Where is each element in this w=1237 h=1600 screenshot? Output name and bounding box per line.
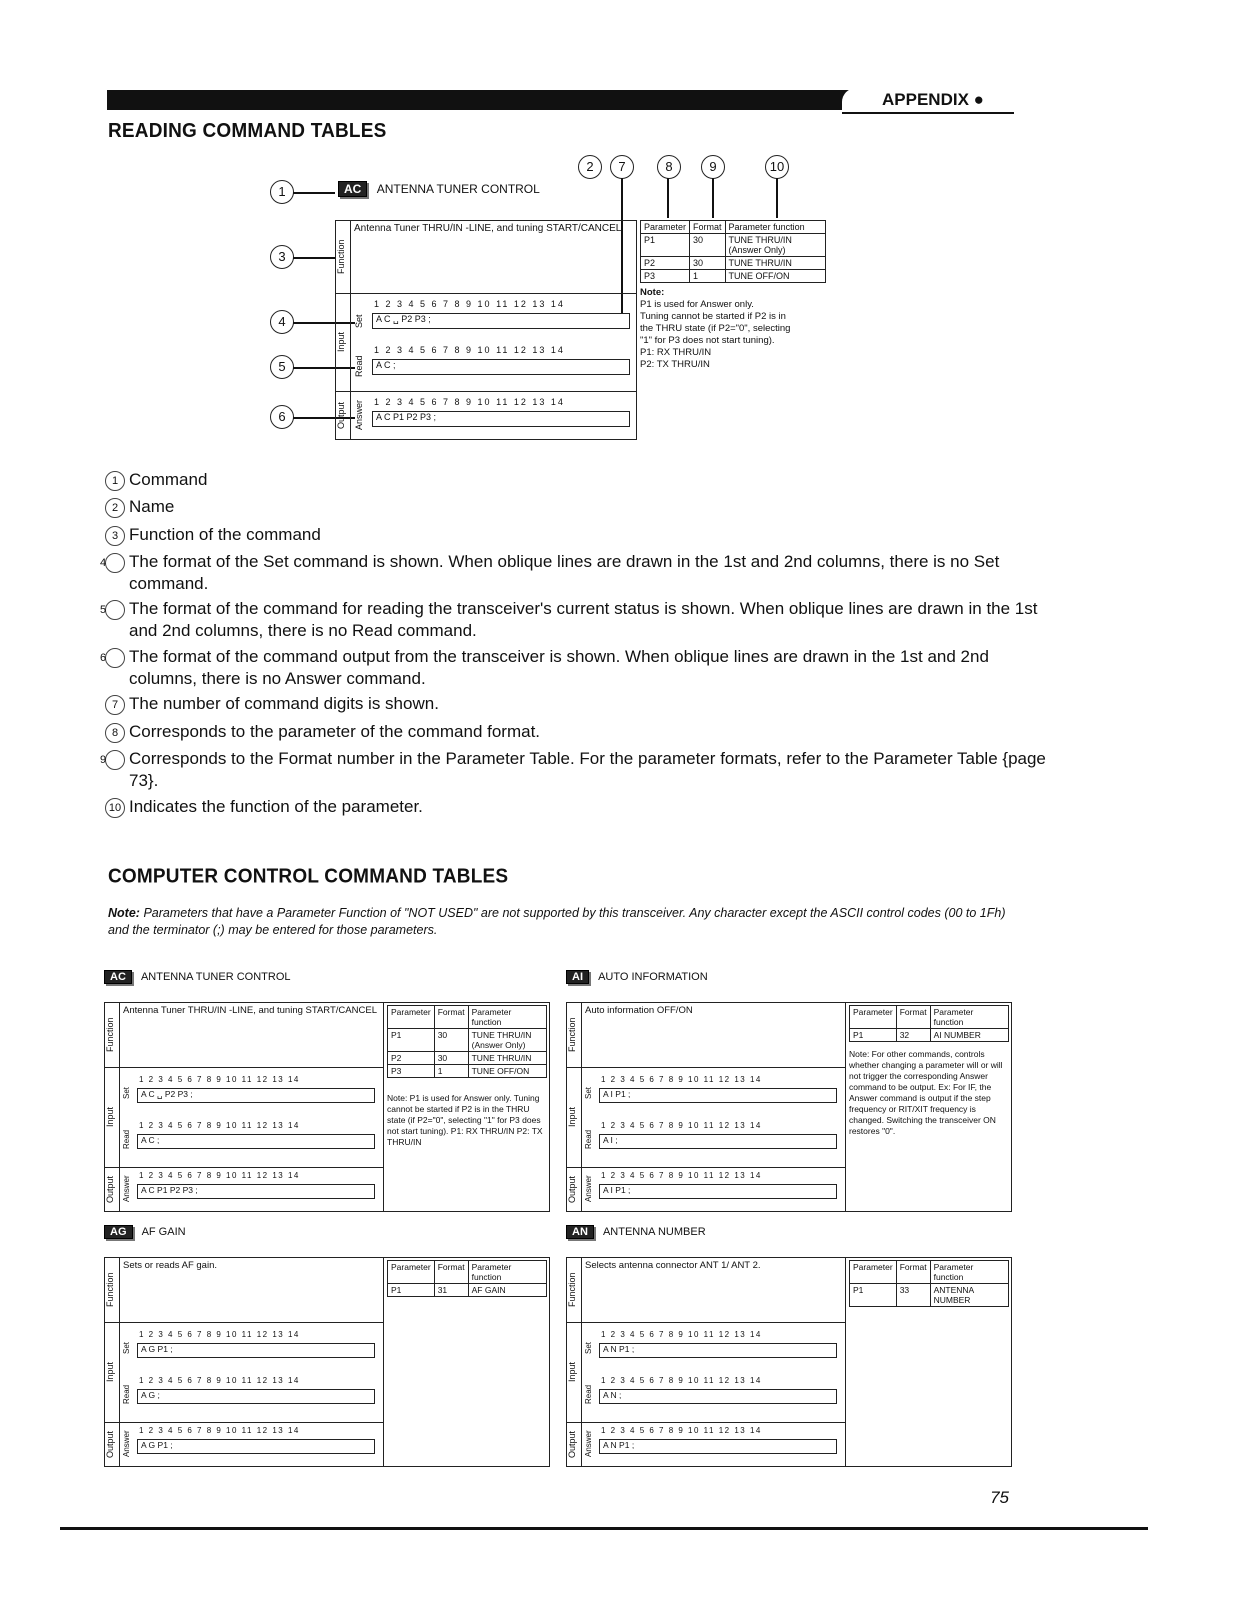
answer-digits: 1 2 3 4 5 6 7 8 9 10 11 12 13 14 xyxy=(139,1426,300,1435)
sample-set-format: A C ␣ P2 P3 ; xyxy=(372,313,630,329)
sample-note-title: Note: xyxy=(640,287,665,298)
read-label: Read xyxy=(584,1129,593,1149)
sample-answer-label: Answer xyxy=(354,400,364,431)
set-label: Set xyxy=(584,1087,593,1100)
read-digits: 1 2 3 4 5 6 7 8 9 10 11 12 13 14 xyxy=(601,1376,762,1385)
callout-1: 1 xyxy=(270,180,294,204)
answer-digits: 1 2 3 4 5 6 7 8 9 10 11 12 13 14 xyxy=(601,1171,762,1180)
set-label: Set xyxy=(584,1342,593,1355)
command-name: ANTENNA NUMBER xyxy=(602,1226,706,1238)
bottom-rule xyxy=(60,1527,1148,1530)
legend-item: 10 Indicates the function of the parameter. xyxy=(105,796,1025,818)
ph-function: Parameter function xyxy=(725,221,825,234)
callout-8: 8 xyxy=(657,155,681,179)
appendix-label: APPENDIX ● xyxy=(842,88,1014,114)
sample-answer-format: A C P1 P2 P3 ; xyxy=(372,411,630,427)
read-label: Read xyxy=(122,1129,131,1149)
command-function-text: Selects antenna connector ANT 1/ ANT 2. xyxy=(585,1260,761,1271)
command-table-ag xyxy=(104,1225,554,1470)
computer-note: Note: Parameters that have a Parameter Function of "NOT USED" are not supported by this transceiver. Any character except the ASCII control codes (00 to 1Fh) and the terminator (;) may be entered for those parameters. xyxy=(108,906,1006,937)
command-name: AF GAIN xyxy=(141,1226,186,1238)
command-function-text: Sets or reads AF gain. xyxy=(123,1260,217,1271)
sample-command-block xyxy=(335,220,637,440)
sample-output-label: Output xyxy=(336,401,346,429)
sample-set-label: Set xyxy=(354,314,364,328)
answer-format: A G P1 ; xyxy=(137,1439,375,1454)
answer-format: A I P1 ; xyxy=(599,1184,837,1199)
command-badge: AN xyxy=(566,1225,594,1239)
param-format: 1 xyxy=(690,270,726,283)
legend-item: 2 Name xyxy=(105,496,1025,518)
sample-read-format: A C ; xyxy=(372,359,630,375)
callout-7: 7 xyxy=(610,155,634,179)
reading-title: READING COMMAND TABLES xyxy=(108,120,387,143)
param-function: ANTENNA NUMBER xyxy=(930,1284,1008,1307)
sample-diagram xyxy=(260,155,840,445)
set-format: A N P1 ; xyxy=(599,1343,837,1358)
answer-label: Answer xyxy=(584,1175,593,1203)
param-function: TUNE OFF/ON xyxy=(725,270,825,283)
answer-digits: 1 2 3 4 5 6 7 8 9 10 11 12 13 14 xyxy=(139,1171,300,1180)
sample-param-table xyxy=(640,220,826,371)
param-function: TUNE THRU/IN xyxy=(725,257,825,270)
read-digits: 1 2 3 4 5 6 7 8 9 10 11 12 13 14 xyxy=(601,1121,762,1130)
command-name: AUTO INFORMATION xyxy=(598,971,708,983)
function-label: Function xyxy=(105,1272,115,1308)
ph-parameter: Parameter xyxy=(641,221,690,234)
param-format: 1 xyxy=(434,1065,468,1078)
ph-parameter: Parameter xyxy=(850,1006,897,1029)
output-label: Output xyxy=(105,1175,115,1203)
sample-note-line: "1" for P3 does not start tuning). xyxy=(640,335,775,346)
legend-item: 1 Command xyxy=(105,469,1025,491)
callout-9: 9 xyxy=(701,155,725,179)
input-label: Input xyxy=(567,1106,577,1128)
sample-note-line: P1: RX THRU/IN xyxy=(640,347,712,358)
param-name: P2 xyxy=(641,257,690,270)
ph-function: Parameter function xyxy=(468,1006,546,1029)
sample-note-line: Tuning cannot be started if P2 is in xyxy=(640,311,786,322)
read-format: A G ; xyxy=(137,1389,375,1404)
sample-note-line: the THRU state (if P2="0", selecting xyxy=(640,323,791,334)
callout-2: 2 xyxy=(578,155,602,179)
param-name: P1 xyxy=(388,1029,435,1052)
sample-input-label: Input xyxy=(336,331,346,353)
legend-item: 8 Corresponds to the parameter of the command format. xyxy=(105,721,1025,743)
answer-label: Answer xyxy=(584,1430,593,1458)
command-note: Note: P1 is used for Answer only. Tuning cannot be started if P2 is in the THRU state (if P2="0", selecting "1" for P3 does not start tuning). P1: RX THRU/IN P2: TX THRU/IN xyxy=(387,1093,543,1147)
input-label: Input xyxy=(567,1361,577,1383)
read-digits: 1 2 3 4 5 6 7 8 9 10 11 12 13 14 xyxy=(139,1376,300,1385)
legend-item: 3 Function of the command xyxy=(105,524,1025,546)
set-digits: 1 2 3 4 5 6 7 8 9 10 11 12 13 14 xyxy=(601,1075,762,1084)
param-format: 30 xyxy=(690,234,726,257)
set-format: A C ␣ P2 P3 ; xyxy=(137,1088,375,1103)
ph-format: Format xyxy=(434,1006,468,1029)
command-function-text: Auto information OFF/ON xyxy=(585,1005,693,1016)
set-label: Set xyxy=(122,1342,131,1355)
param-format: 30 xyxy=(690,257,726,270)
param-name: P1 xyxy=(850,1284,897,1307)
param-format: 31 xyxy=(434,1284,468,1297)
read-format: A N ; xyxy=(599,1389,837,1404)
command-table-an xyxy=(566,1225,1016,1470)
ph-format: Format xyxy=(896,1006,930,1029)
legend-item: 7 The number of command digits is shown. xyxy=(105,693,1025,715)
set-label: Set xyxy=(122,1087,131,1100)
answer-label: Answer xyxy=(122,1175,131,1203)
ph-function: Parameter function xyxy=(930,1261,1008,1284)
output-label: Output xyxy=(567,1430,577,1458)
legend-item: 6 The format of the command output from the transceiver is shown. When oblique lines are drawn in the 1st and 2nd columns, there is no Answer command. xyxy=(99,647,989,688)
ph-format: Format xyxy=(434,1261,468,1284)
sample-read-digits: 1 2 3 4 5 6 7 8 9 10 11 12 13 14 xyxy=(374,345,565,355)
param-function: AI NUMBER xyxy=(930,1029,1008,1042)
param-format: 30 xyxy=(434,1029,468,1052)
set-format: A I P1 ; xyxy=(599,1088,837,1103)
param-function: AF GAIN xyxy=(468,1284,546,1297)
command-badge: AG xyxy=(104,1225,133,1239)
read-label: Read xyxy=(584,1384,593,1404)
sample-name: ANTENNA TUNER CONTROL xyxy=(376,182,540,196)
function-label: Function xyxy=(567,1017,577,1053)
callout-4: 4 xyxy=(270,310,294,334)
read-format: A I ; xyxy=(599,1134,837,1149)
input-label: Input xyxy=(105,1361,115,1383)
function-label: Function xyxy=(105,1017,115,1053)
read-label: Read xyxy=(122,1384,131,1404)
sample-answer-digits: 1 2 3 4 5 6 7 8 9 10 11 12 13 14 xyxy=(374,397,565,407)
param-name: P3 xyxy=(641,270,690,283)
input-label: Input xyxy=(105,1106,115,1128)
param-name: P3 xyxy=(388,1065,435,1078)
ph-format: Format xyxy=(896,1261,930,1284)
sample-badge: AC xyxy=(338,181,367,197)
answer-digits: 1 2 3 4 5 6 7 8 9 10 11 12 13 14 xyxy=(601,1426,762,1435)
sample-note-line: P1 is used for Answer only. xyxy=(640,299,754,310)
param-format: 32 xyxy=(896,1029,930,1042)
sample-function-text: Antenna Tuner THRU/IN -LINE, and tuning START/CANCEL xyxy=(354,223,622,234)
output-label: Output xyxy=(105,1430,115,1458)
param-function: TUNE THRU/IN (Answer Only) xyxy=(468,1029,546,1052)
ph-function: Parameter function xyxy=(930,1006,1008,1029)
param-function: TUNE THRU/IN xyxy=(468,1052,546,1065)
command-table-ai xyxy=(566,970,1016,1215)
legend-item: 4 The format of the Set command is shown. When oblique lines are drawn in the 1st and 2nd columns, there is no Set command. xyxy=(99,552,1000,593)
command-name: ANTENNA TUNER CONTROL xyxy=(140,971,291,983)
ph-parameter: Parameter xyxy=(388,1006,435,1029)
answer-format: A N P1 ; xyxy=(599,1439,837,1454)
ph-parameter: Parameter xyxy=(388,1261,435,1284)
command-function-text: Antenna Tuner THRU/IN -LINE, and tuning START/CANCEL xyxy=(123,1005,377,1016)
function-label: Function xyxy=(567,1272,577,1308)
read-digits: 1 2 3 4 5 6 7 8 9 10 11 12 13 14 xyxy=(139,1121,300,1130)
set-digits: 1 2 3 4 5 6 7 8 9 10 11 12 13 14 xyxy=(139,1075,300,1084)
computer-title: COMPUTER CONTROL COMMAND TABLES xyxy=(108,865,509,888)
command-badge: AI xyxy=(566,970,589,984)
answer-label: Answer xyxy=(122,1430,131,1458)
legend-item: 9 Corresponds to the Format number in the Parameter Table. For the parameter formats, refer to the Parameter Table {page 73}. xyxy=(99,749,1046,790)
command-badge: AC xyxy=(104,970,132,984)
param-format: 30 xyxy=(434,1052,468,1065)
command-table-ac xyxy=(104,970,554,1215)
param-format: 33 xyxy=(896,1284,930,1307)
param-name: P2 xyxy=(388,1052,435,1065)
sample-function-label: Function xyxy=(336,239,346,275)
callout-6: 6 xyxy=(270,405,294,429)
command-note: Note: For other commands, controls whether changing a parameter will or will not trigger the corresponding Answer command to be output. Ex: For IF, the Answer command is output if the step frequency or RIT/XIT frequency is changed. Switching the transceiver ON restores "0". xyxy=(849,1049,1003,1136)
set-format: A G P1 ; xyxy=(137,1343,375,1358)
param-function: TUNE THRU/IN (Answer Only) xyxy=(725,234,825,257)
sample-read-label: Read xyxy=(354,355,364,377)
answer-format: A C P1 P2 P3 ; xyxy=(137,1184,375,1199)
param-name: P1 xyxy=(850,1029,897,1042)
ph-parameter: Parameter xyxy=(850,1261,897,1284)
sample-set-digits: 1 2 3 4 5 6 7 8 9 10 11 12 13 14 xyxy=(374,299,565,309)
output-label: Output xyxy=(567,1175,577,1203)
legend-item: 5 The format of the command for reading the transceiver's current status is shown. When oblique lines are drawn in the 1st and 2nd columns, there is no Read command. xyxy=(99,599,1038,640)
param-function: TUNE OFF/ON xyxy=(468,1065,546,1078)
param-name: P1 xyxy=(641,234,690,257)
callout-3: 3 xyxy=(270,245,294,269)
callout-10: 10 xyxy=(765,155,789,179)
param-name: P1 xyxy=(388,1284,435,1297)
sample-note-line: P2: TX THRU/IN xyxy=(640,359,710,370)
page-number: 75 xyxy=(990,1488,1009,1507)
ph-format: Format xyxy=(690,221,726,234)
ph-function: Parameter function xyxy=(468,1261,546,1284)
callout-5: 5 xyxy=(270,355,294,379)
set-digits: 1 2 3 4 5 6 7 8 9 10 11 12 13 14 xyxy=(601,1330,762,1339)
set-digits: 1 2 3 4 5 6 7 8 9 10 11 12 13 14 xyxy=(139,1330,300,1339)
read-format: A C ; xyxy=(137,1134,375,1149)
